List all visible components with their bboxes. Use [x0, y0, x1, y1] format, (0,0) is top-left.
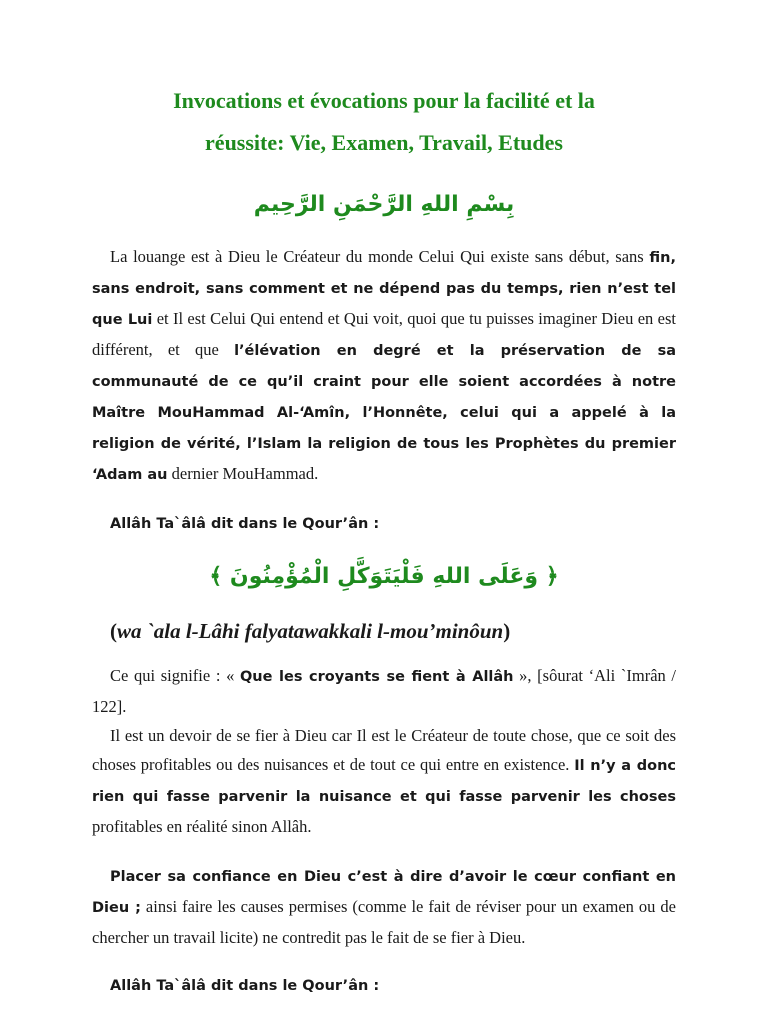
translit-text: wa `ala l-Lâhi falyatawakkali l-mou’minôun [117, 619, 504, 643]
quran-intro-1: Allâh Ta`âlâ dit dans le Qour’ân : [110, 516, 380, 532]
meaning-prefix: Ce qui signifie : « [110, 666, 240, 685]
document-page [92, 80, 676, 1001]
para3-text-b: ainsi faire les causes permises (comme le fait de réviser pour un examen ou de chercher un travail licite) ne contredit pas le fait de se fier à Dieu. [92, 897, 676, 947]
para3-text-a: Placer sa confiance en Dieu c’est à dire d’avoir le cœur confiant en Dieu ; [92, 869, 676, 916]
document-title [92, 80, 676, 164]
intro-text-b: fin, sans endroit, sans comment et ne dépend pas du temps, rien n’est tel que Lui [92, 250, 676, 328]
intro-text-e: dernier MouHammad. [167, 464, 319, 483]
title-line-2: réussite: Vie, Examen, Travail, Etudes [205, 130, 563, 155]
translit-open: ( [110, 619, 117, 643]
translit-close: ) [503, 619, 511, 643]
quran-verse: ﴿ وَعَلَى اللهِ فَلْيَتَوَكَّلِ الْمُؤْمِنُونَ ﴾ [209, 564, 559, 589]
intro-text-c: et Il est Celui Qui entend et Qui voit, quoi que tu puisses imaginer Dieu en est différent, et que [92, 309, 676, 359]
meaning-paragraph [92, 661, 676, 721]
para2-text-c: profitables en réalité sinon Allâh. [92, 817, 312, 836]
basmala: بِسْمِ اللهِ الرَّحْمَنِ الرَّحِيم [253, 192, 515, 217]
intro-paragraph [92, 242, 676, 490]
para2-text-b: Il n’y a donc rien qui fasse parvenir la nuisance et qui fasse parvenir les choses [92, 758, 676, 805]
meaning-suffix: », [sôurat ‘Ali `Imrân / 122]. [92, 666, 676, 716]
paragraph-3 [92, 861, 676, 952]
meaning-quote: Que les croyants se fient à Allâh [239, 669, 514, 685]
intro-text-d: l’élévation en degré et la préservation de sa communauté de ce qu’il craint pour elle soient accordées à notre Maître MouHammad Al-‘Amîn, l’Honnête, celui qui a appelé à la religion de vérité, l’Islam la religion de tous les Prophètes du premier ‘Adam au [92, 343, 676, 483]
paragraph-2 [92, 721, 676, 841]
transliteration [92, 615, 676, 647]
quran-intro-2: Allâh Ta`âlâ dit dans le Qour’ân : [110, 978, 380, 994]
intro-text-a: La louange est à Dieu le Créateur du monde Celui Qui existe sans début, sans [110, 247, 650, 266]
para2-text-a: Il est un devoir de se fier à Dieu car Il est le Créateur de toute chose, que ce soit des choses profitables ou des nuisances et de tout ce qui entre en existence. [92, 726, 676, 774]
title-line-1: Invocations et évocations pour la facilité et la [173, 88, 595, 113]
